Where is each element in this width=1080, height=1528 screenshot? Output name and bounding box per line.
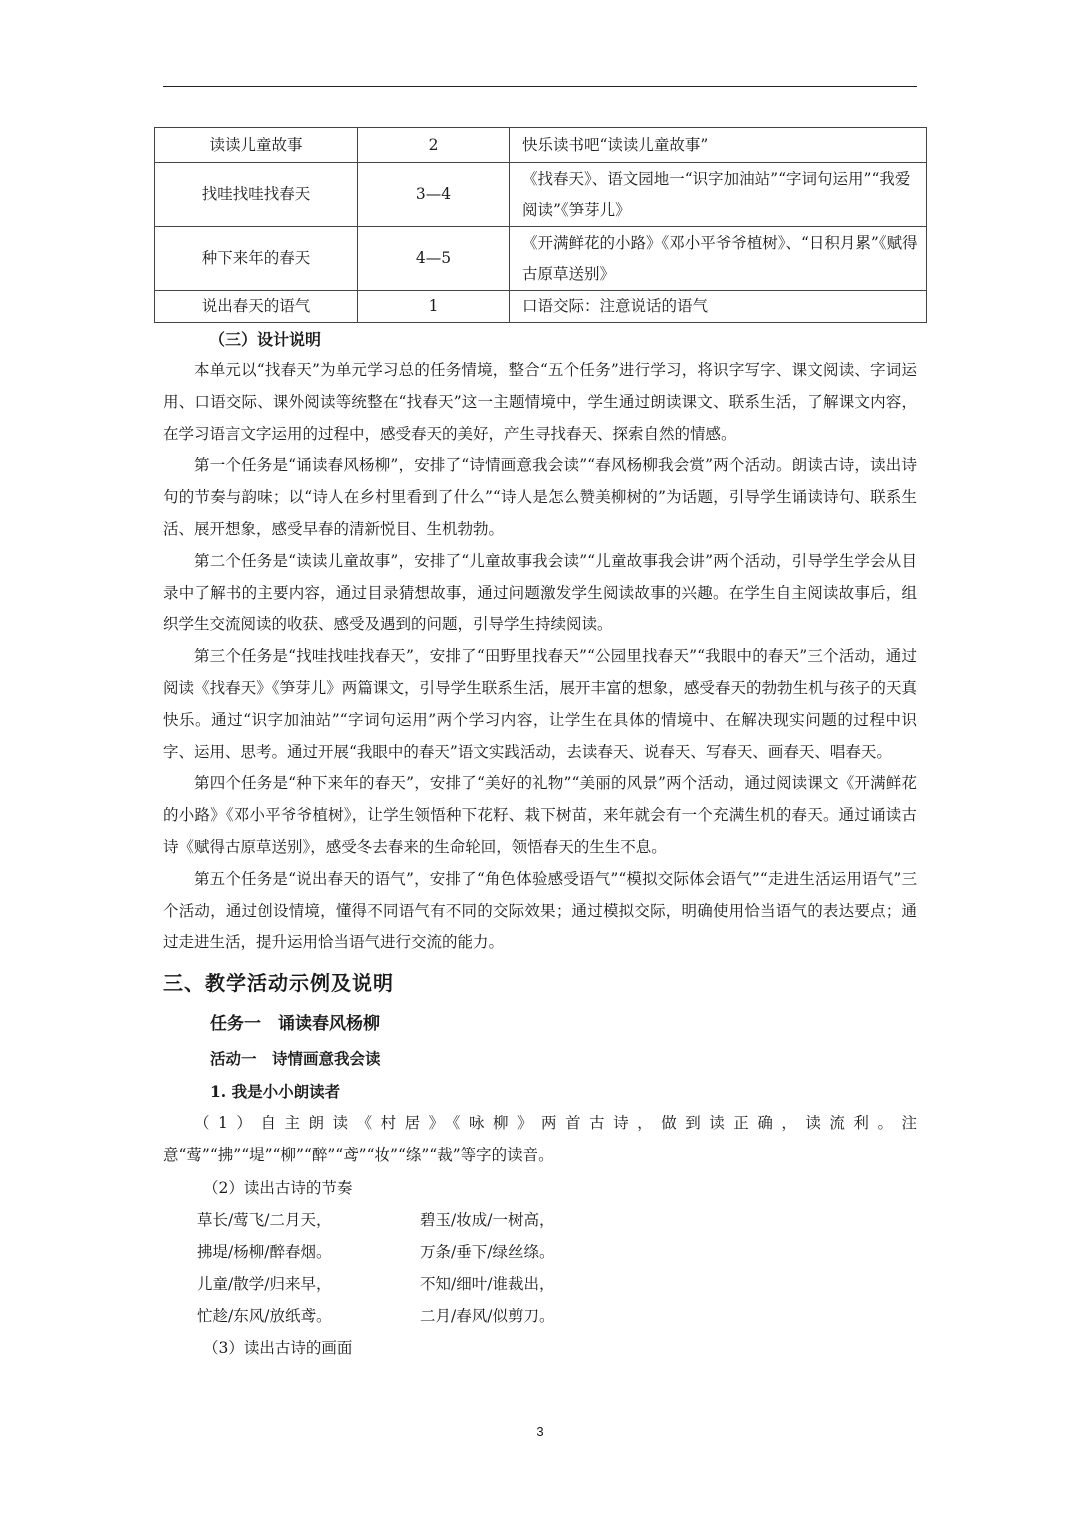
hours-cell: 2 <box>358 128 510 163</box>
header-rule <box>163 86 917 87</box>
poem-line-right: 万条/垂下/绿丝绦。 <box>420 1242 555 1261</box>
poem-line-left: 儿童/散学/归来早， <box>197 1274 332 1293</box>
paragraph: 第三个任务是“找哇找哇找春天”，安排了“田野里找春天”“公园里找春天”“我眼中的春天”三个活动，通过阅读《找春天》《笋芽儿》两篇课文，引导学生联系生活，展开丰富的想象，感受春天的勃勃生机与孩子的天真快乐。通过“识字加油站”“字词句运用”两个学习内容，让学生在具体的情境中、在解决现实问题的过程中识字、运用、思考。通过开展“我眼中的春天”语文实践活动，去读春天、说春天、写春天、画春天、唱春天。 <box>163 647 917 761</box>
content-cell: 口语交际：注意说话的语气 <box>510 291 927 323</box>
hours-cell: 1 <box>358 291 510 323</box>
step-label: （3）读出古诗的画面 <box>203 1338 353 1357</box>
item-heading: 1. 我是小小朗读者 <box>210 1082 341 1102</box>
poem-line-right: 不知/细叶/谁裁出， <box>420 1274 555 1293</box>
paragraph: 本单元以“找春天”为单元学习总的任务情境，整合“五个任务”进行学习，将识字写字、课文阅读、字词运用、口语交际、课外阅读等统整在“找春天”这一主题情境中，学生通过朗读课文、联系生活，了解课文内容，在学习语言文字运用的过程中，感受春天的美好，产生寻找春天、探索自然的情感。 <box>163 361 917 443</box>
poem-rhythm-block <box>163 1204 917 1332</box>
table-row <box>155 128 927 163</box>
task-heading: 任务一 诵读春风杨柳 <box>210 1014 380 1035</box>
step-label: （2）读出古诗的节奏 <box>203 1178 353 1197</box>
table-row <box>155 291 927 323</box>
content-cell: 快乐读书吧“读读儿童故事” <box>510 128 927 163</box>
task-schedule-table <box>154 127 927 323</box>
table-row <box>155 227 927 291</box>
paragraph: 第二个任务是“读读儿童故事”，安排了“儿童故事我会读”“儿童故事我会讲”两个活动，引导学生学会从目录中了解书的主要内容，通过目录猜想故事，通过问题激发学生阅读故事的兴趣。在学生自主阅读故事后，组织学生交流阅读的收获、感受及遇到的问题，引导学生持续阅读。 <box>163 551 917 634</box>
hours-cell: 4—5 <box>358 227 510 291</box>
poem-line <box>163 1236 917 1268</box>
task-name-cell: 说出春天的语气 <box>155 291 358 323</box>
paragraph: 第一个任务是“诵读春风杨柳”，安排了“诗情画意我会读”“春风杨柳我会赏”两个活动。朗读古诗，读出诗句的节奏与韵味；以“诗人在乡村里看到了什么”“诗人是怎么赞美柳树的”为话题，引导学生诵读诗句、联系生活、展开想象，感受早春的清新悦目、生机勃勃。 <box>163 456 917 538</box>
poem-line <box>163 1300 917 1332</box>
poem-line-left: 草长/莺飞/二月天， <box>197 1210 332 1229</box>
body-content <box>163 325 917 1364</box>
section-heading: 三、教学活动示例及说明 <box>163 971 394 996</box>
poem-line-left: 忙趁/东风/放纸鸢。 <box>197 1306 332 1325</box>
content-cell: 《找春天》、语文园地一“识字加油站”“字词句运用”“我爱阅读”《笋芽儿》 <box>510 163 927 227</box>
page-number: 3 <box>536 1424 544 1439</box>
activity-heading: 活动一 诗情画意我会读 <box>210 1049 381 1069</box>
task-name-cell: 种下来年的春天 <box>155 227 358 291</box>
paragraph: 第五个任务是“说出春天的语气”，安排了“角色体验感受语气”“模拟交际体会语气”“走进生活运用语气”三个活动，通过创设情境，懂得不同语气有不同的交际效果；通过模拟交际，明确使用恰当语气的表达要点；通过走进生活，提升运用恰当语气进行交流的能力。 <box>163 869 917 952</box>
poem-line <box>163 1204 917 1236</box>
hours-cell: 3—4 <box>358 163 510 227</box>
step-paragraph: （1）自主朗读《村居》《咏柳》两首古诗，做到读正确，读流利。注意“莺”“拂”“堤”“柳”“醉”“鸢”“妆”“绦”“裁”等字的读音。 <box>163 1114 917 1164</box>
poem-line-left: 拂堤/杨柳/醉春烟。 <box>197 1242 332 1261</box>
task-name-cell: 读读儿童故事 <box>155 128 358 163</box>
poem-line <box>163 1268 917 1300</box>
paragraph: 第四个任务是“种下来年的春天”，安排了“美好的礼物”“美丽的风景”两个活动，通过阅读课文《开满鲜花的小路》《邓小平爷爷植树》，让学生领悟种下花籽、栽下树苗，来年就会有一个充满生机的春天。通过诵读古诗《赋得古原草送别》，感受冬去春来的生命轮回，领悟春天的生生不息。 <box>163 774 917 856</box>
poem-line-right: 碧玉/妆成/一树高， <box>420 1210 555 1229</box>
poem-line-right: 二月/春风/似剪刀。 <box>420 1306 555 1325</box>
task-name-cell: 找哇找哇找春天 <box>155 163 358 227</box>
design-section-title: （三）设计说明 <box>209 330 322 349</box>
content-cell: 《开满鲜花的小路》《邓小平爷爷植树》、“日积月累”《赋得古原草送别》 <box>510 227 927 291</box>
table-row <box>155 163 927 227</box>
